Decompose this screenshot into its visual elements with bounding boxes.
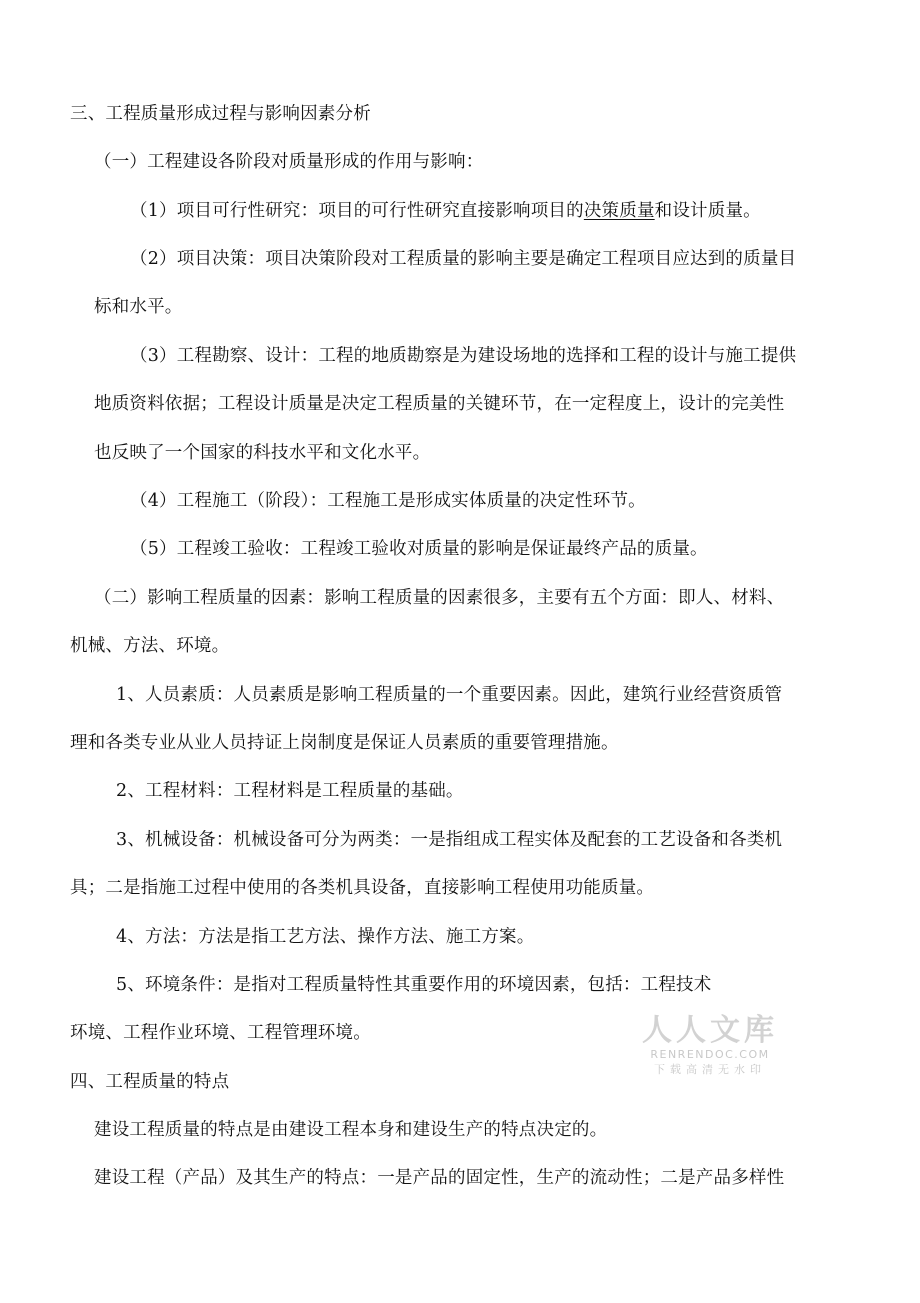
section-heading-3: 三、工程质量形成过程与影响因素分析 <box>70 104 371 124</box>
paragraph-item-3-line-1: （3）工程勘察、设计：工程的地质勘察是为建设场地的选择和工程的设计与施工提供 <box>130 346 797 366</box>
watermark-logo <box>640 1014 780 1078</box>
item-1-underlined-term: 决策质量 <box>583 201 655 221</box>
factor-3-line-1: 3、机械设备：机械设备可分为两类：一是指组成工程实体及配套的工艺设备和各类机 <box>116 830 783 850</box>
item-1-text-b: 和设计质量。 <box>654 201 761 221</box>
factor-2: 2、工程材料：工程材料是工程质量的基础。 <box>116 781 464 801</box>
paragraph-quality-features: 建设工程质量的特点是由建设工程本身和建设生产的特点决定的。 <box>94 1120 608 1140</box>
subsection-heading-2-line-1: （二）影响工程质量的因素：影响工程质量的因素很多，主要有五个方面：即人、材料、 <box>94 588 785 608</box>
factor-3-line-2: 具；二是指施工过程中使用的各类机具设备，直接影响工程使用功能质量。 <box>70 878 655 898</box>
watermark-domain: RENRENDOC.COM <box>650 1048 770 1061</box>
watermark-slogan: 下载高清无水印 <box>654 1063 766 1076</box>
factor-1-line-2: 理和各类专业从业人员持证上岗制度是保证人员素质的重要管理措施。 <box>70 733 619 753</box>
factor-1-line-1: 1、人员素质：人员素质是影响工程质量的一个重要因素。因此，建筑行业经营资质管 <box>116 685 783 705</box>
factor-4: 4、方法：方法是指工艺方法、操作方法、施工方案。 <box>116 927 535 947</box>
factor-5-line-2: 环境、工程作业环境、工程管理环境。 <box>70 1023 371 1043</box>
paragraph-item-3-line-3: 也反映了一个国家的科技水平和文化水平。 <box>94 443 431 463</box>
paragraph-item-4: （4）工程施工（阶段）：工程施工是形成实体质量的决定性环节。 <box>130 491 646 511</box>
watermark-brand: 人人文库 <box>642 1013 778 1048</box>
paragraph-item-2-line-1: （2）项目决策：项目决策阶段对工程质量的影响主要是确定工程项目应达到的质量目 <box>130 249 797 269</box>
factor-5-line-1: 5、环境条件：是指对工程质量特性其重要作用的环境因素，包括：工程技术 <box>116 975 712 995</box>
paragraph-product-features: 建设工程（产品）及其生产的特点：一是产品的固定性，生产的流动性；二是产品多样性 <box>94 1168 785 1188</box>
paragraph-item-5: （5）工程竣工验收：工程竣工验收对质量的影响是保证最终产品的质量。 <box>130 539 708 559</box>
paragraph-item-3-line-2: 地质资料依据；工程设计质量是决定工程质量的关键环节，在一定程度上，设计的完美性 <box>94 394 785 414</box>
subsection-heading-2-line-2: 机械、方法、环境。 <box>70 636 230 656</box>
paragraph-item-1 <box>130 199 761 223</box>
subsection-heading-1: （一）工程建设各阶段对质量形成的作用与影响： <box>94 152 484 172</box>
paragraph-item-2-line-2: 标和水平。 <box>94 297 183 317</box>
item-1-text-a: （1）项目可行性研究：项目的可行性研究直接影响项目的 <box>130 201 584 221</box>
section-heading-4: 四、工程质量的特点 <box>70 1072 230 1092</box>
